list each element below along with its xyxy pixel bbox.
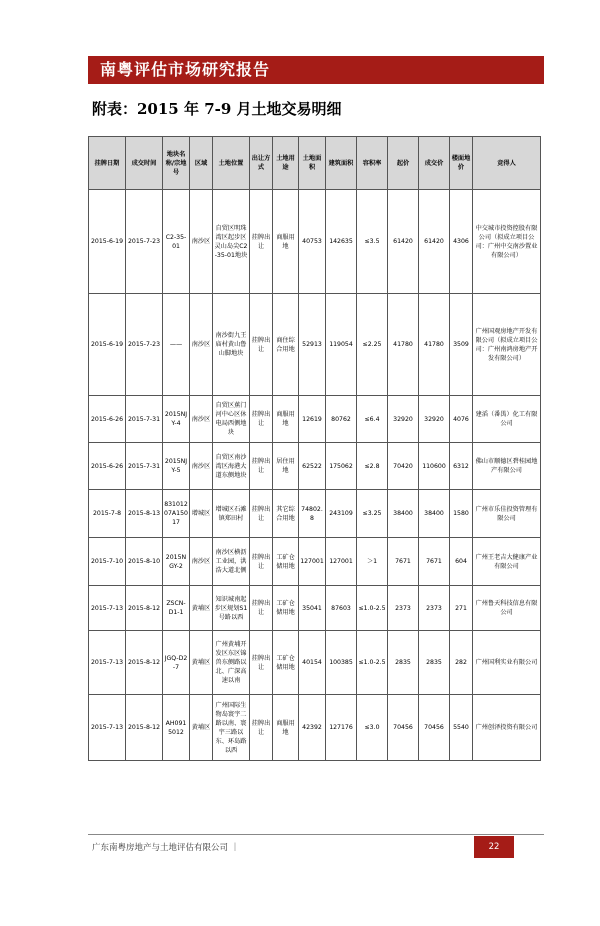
footer-company: 广东南粤房地产与土地评估有限公司 ｜: [92, 843, 240, 853]
column-header: 出让方式: [250, 137, 273, 190]
table-cell: 自贸区南沙湾区海港大道东侧地块: [213, 443, 250, 490]
table-cell: 142635: [326, 190, 357, 294]
table-cell: 黄埔区: [190, 586, 213, 631]
table-cell: ≤6.4: [357, 396, 388, 443]
table-cell: 61420: [388, 190, 419, 294]
table-cell: 挂牌出让: [250, 490, 273, 538]
table-cell: 广州国际生物岛寰宇二路以南、寰宇三路以东、环岛路以西: [213, 695, 250, 761]
table-cell: 4076: [450, 396, 473, 443]
table-cell: 2015-6-19: [89, 190, 126, 294]
table-cell: 80762: [326, 396, 357, 443]
table-cell: 2015-6-26: [89, 396, 126, 443]
table-cell: 建滔（番禺）化工有限公司: [473, 396, 541, 443]
page-title: 附表：2015 年 7-9 月土地交易明细: [92, 100, 342, 118]
table-cell: 2015-8-12: [126, 631, 163, 695]
table-cell: 挂牌出让: [250, 190, 273, 294]
table-cell: 127001: [326, 538, 357, 586]
land-transaction-table: [88, 136, 541, 761]
table-cell: 自贸区蕉门河中心区休电局西侧地块: [213, 396, 250, 443]
table-cell: ——: [163, 294, 190, 396]
table-cell: 自贸区明珠湾区起步区灵山岛尖C2-35-01地块: [213, 190, 250, 294]
table-cell: 110600: [419, 443, 450, 490]
table-cell: 南沙街九王庙村黄山鲁山脚地块: [213, 294, 250, 396]
table-cell: JGQ-D2-7: [163, 631, 190, 695]
column-header: 成交价: [419, 137, 450, 190]
table-cell: 2015-7-31: [126, 443, 163, 490]
column-header: 挂牌日期: [89, 137, 126, 190]
table-cell: 2015-8-10: [126, 538, 163, 586]
table-cell: 83101207A15017: [163, 490, 190, 538]
table-cell: 32920: [388, 396, 419, 443]
column-header: 楼面地价: [450, 137, 473, 190]
table-row: [89, 294, 541, 396]
table-cell: 挂牌出让: [250, 695, 273, 761]
table-cell: 商服用地: [273, 695, 299, 761]
table-cell: 4306: [450, 190, 473, 294]
table-cell: 2015-8-12: [126, 695, 163, 761]
table-cell: 2015-7-23: [126, 294, 163, 396]
column-header: 区域: [190, 137, 213, 190]
table-cell: 70456: [419, 695, 450, 761]
table-cell: 7671: [388, 538, 419, 586]
table-cell: 74802.8: [299, 490, 326, 538]
table-cell: 广州创泽投资有限公司: [473, 695, 541, 761]
table-row: [89, 490, 541, 538]
table-cell: 中交城市投资控股有限公司（拟成立项目公司：广州中交南沙置业有限公司）: [473, 190, 541, 294]
table-cell: 87603: [326, 586, 357, 631]
table-cell: 41780: [388, 294, 419, 396]
table-cell: 南沙区横沥工业园，洪浩大道北侧: [213, 538, 250, 586]
table-cell: 40154: [299, 631, 326, 695]
column-header: 建筑面积: [326, 137, 357, 190]
table-cell: 2015-6-19: [89, 294, 126, 396]
table-cell: 增城区石滩镇郑田村: [213, 490, 250, 538]
table-cell: 70456: [388, 695, 419, 761]
table-cell: 广州市乐佳投资管理有限公司: [473, 490, 541, 538]
table-cell: 广州黄埔开发区东区锦兽东侧路以北、广深高速以南: [213, 631, 250, 695]
column-header: 土地面积: [299, 137, 326, 190]
table-cell: 居住用地: [273, 443, 299, 490]
table-cell: 12619: [299, 396, 326, 443]
table-cell: 南沙区: [190, 538, 213, 586]
column-header: 土地用途: [273, 137, 299, 190]
table-cell: ＞1: [357, 538, 388, 586]
table-cell: 2373: [419, 586, 450, 631]
table-cell: C2-35-01: [163, 190, 190, 294]
table-cell: 2015-8-13: [126, 490, 163, 538]
table-header-row: [89, 137, 541, 190]
table-cell: 40753: [299, 190, 326, 294]
table-cell: 119054: [326, 294, 357, 396]
table-cell: ≤3.0: [357, 695, 388, 761]
table-cell: 南沙区: [190, 294, 213, 396]
table-cell: 271: [450, 586, 473, 631]
table-cell: 商服用地: [273, 396, 299, 443]
column-header: 地块名称/宗地号: [163, 137, 190, 190]
table-cell: 62522: [299, 443, 326, 490]
table-cell: 2015NJY-5: [163, 443, 190, 490]
column-header: 容积率: [357, 137, 388, 190]
table-cell: 32920: [419, 396, 450, 443]
table-cell: ≤2.25: [357, 294, 388, 396]
table-cell: 2015-7-13: [89, 631, 126, 695]
table-cell: 282: [450, 631, 473, 695]
page-number: 22: [488, 842, 500, 852]
table-cell: ≤1.0-2.5: [357, 586, 388, 631]
column-header: 起价: [388, 137, 419, 190]
table-row: [89, 538, 541, 586]
table-cell: 其它综合用地: [273, 490, 299, 538]
table-row: [89, 695, 541, 761]
table-cell: 黄埔区: [190, 695, 213, 761]
column-header: 成交时间: [126, 137, 163, 190]
table-cell: 黄埔区: [190, 631, 213, 695]
table-cell: 广州国利实业有限公司: [473, 631, 541, 695]
table-row: [89, 190, 541, 294]
report-header-title: 南粤评估市场研究报告: [100, 60, 271, 79]
table-cell: 42392: [299, 695, 326, 761]
table-cell: 5540: [450, 695, 473, 761]
table-cell: 127176: [326, 695, 357, 761]
table-cell: 175062: [326, 443, 357, 490]
table-cell: ZSCN-D1-1: [163, 586, 190, 631]
table-cell: 38400: [419, 490, 450, 538]
table-cell: 41780: [419, 294, 450, 396]
table-cell: 2835: [419, 631, 450, 695]
table-cell: 2015-8-12: [126, 586, 163, 631]
table-cell: ≤3.25: [357, 490, 388, 538]
table-cell: 南沙区: [190, 190, 213, 294]
table-cell: 2015-7-13: [89, 695, 126, 761]
table-cell: 61420: [419, 190, 450, 294]
table-cell: 挂牌出让: [250, 443, 273, 490]
table-cell: 广州国观房地产开发有限公司（拟成立项目公司：广州南鸿房地产开发有限公司）: [473, 294, 541, 396]
table-cell: 南沙区: [190, 396, 213, 443]
table-cell: 挂牌出让: [250, 631, 273, 695]
table-row: [89, 631, 541, 695]
table-cell: 广州王老吉大健康产业有限公司: [473, 538, 541, 586]
table-cell: 工矿仓储用地: [273, 631, 299, 695]
table-cell: 2015-7-31: [126, 396, 163, 443]
table-row: [89, 396, 541, 443]
table-row: [89, 443, 541, 490]
table-cell: 2015-7-8: [89, 490, 126, 538]
table-cell: 2015-7-10: [89, 538, 126, 586]
table-cell: 佛山市顺德区碧桂园地产有限公司: [473, 443, 541, 490]
table-cell: 工矿仓储用地: [273, 586, 299, 631]
table-cell: AH0915012: [163, 695, 190, 761]
table-cell: ≤2.8: [357, 443, 388, 490]
table-cell: 127001: [299, 538, 326, 586]
table-cell: 南沙区: [190, 443, 213, 490]
table-cell: 2015-6-26: [89, 443, 126, 490]
table-cell: 增城区: [190, 490, 213, 538]
table-cell: 广州鲁天科技信息有限公司: [473, 586, 541, 631]
column-header: 竞得人: [473, 137, 541, 190]
table-row: [89, 586, 541, 631]
table-cell: 挂牌出让: [250, 586, 273, 631]
column-header: 土地位置: [213, 137, 250, 190]
footer-divider: [88, 834, 544, 835]
table-cell: 2015NJY-4: [163, 396, 190, 443]
table-cell: 挂牌出让: [250, 396, 273, 443]
table-cell: 挂牌出让: [250, 294, 273, 396]
table-cell: 2373: [388, 586, 419, 631]
table-cell: 2015-7-23: [126, 190, 163, 294]
table-cell: 商服用地: [273, 190, 299, 294]
table-cell: 70420: [388, 443, 419, 490]
table-cell: 7671: [419, 538, 450, 586]
table-cell: 100385: [326, 631, 357, 695]
table-cell: 38400: [388, 490, 419, 538]
table-cell: ≤3.5: [357, 190, 388, 294]
table-cell: 商住综合用地: [273, 294, 299, 396]
table-cell: 2015-7-13: [89, 586, 126, 631]
table-cell: 3509: [450, 294, 473, 396]
table-cell: 6312: [450, 443, 473, 490]
table-cell: 243109: [326, 490, 357, 538]
table-cell: 52913: [299, 294, 326, 396]
table-cell: 知识城南起步区规划S1号路以西: [213, 586, 250, 631]
table-cell: 604: [450, 538, 473, 586]
table-cell: 1580: [450, 490, 473, 538]
table-cell: 35041: [299, 586, 326, 631]
table-cell: 2835: [388, 631, 419, 695]
table-cell: ≤1.0-2.5: [357, 631, 388, 695]
table-cell: 2015NGY-2: [163, 538, 190, 586]
table-cell: 工矿仓储用地: [273, 538, 299, 586]
table-cell: 挂牌出让: [250, 538, 273, 586]
